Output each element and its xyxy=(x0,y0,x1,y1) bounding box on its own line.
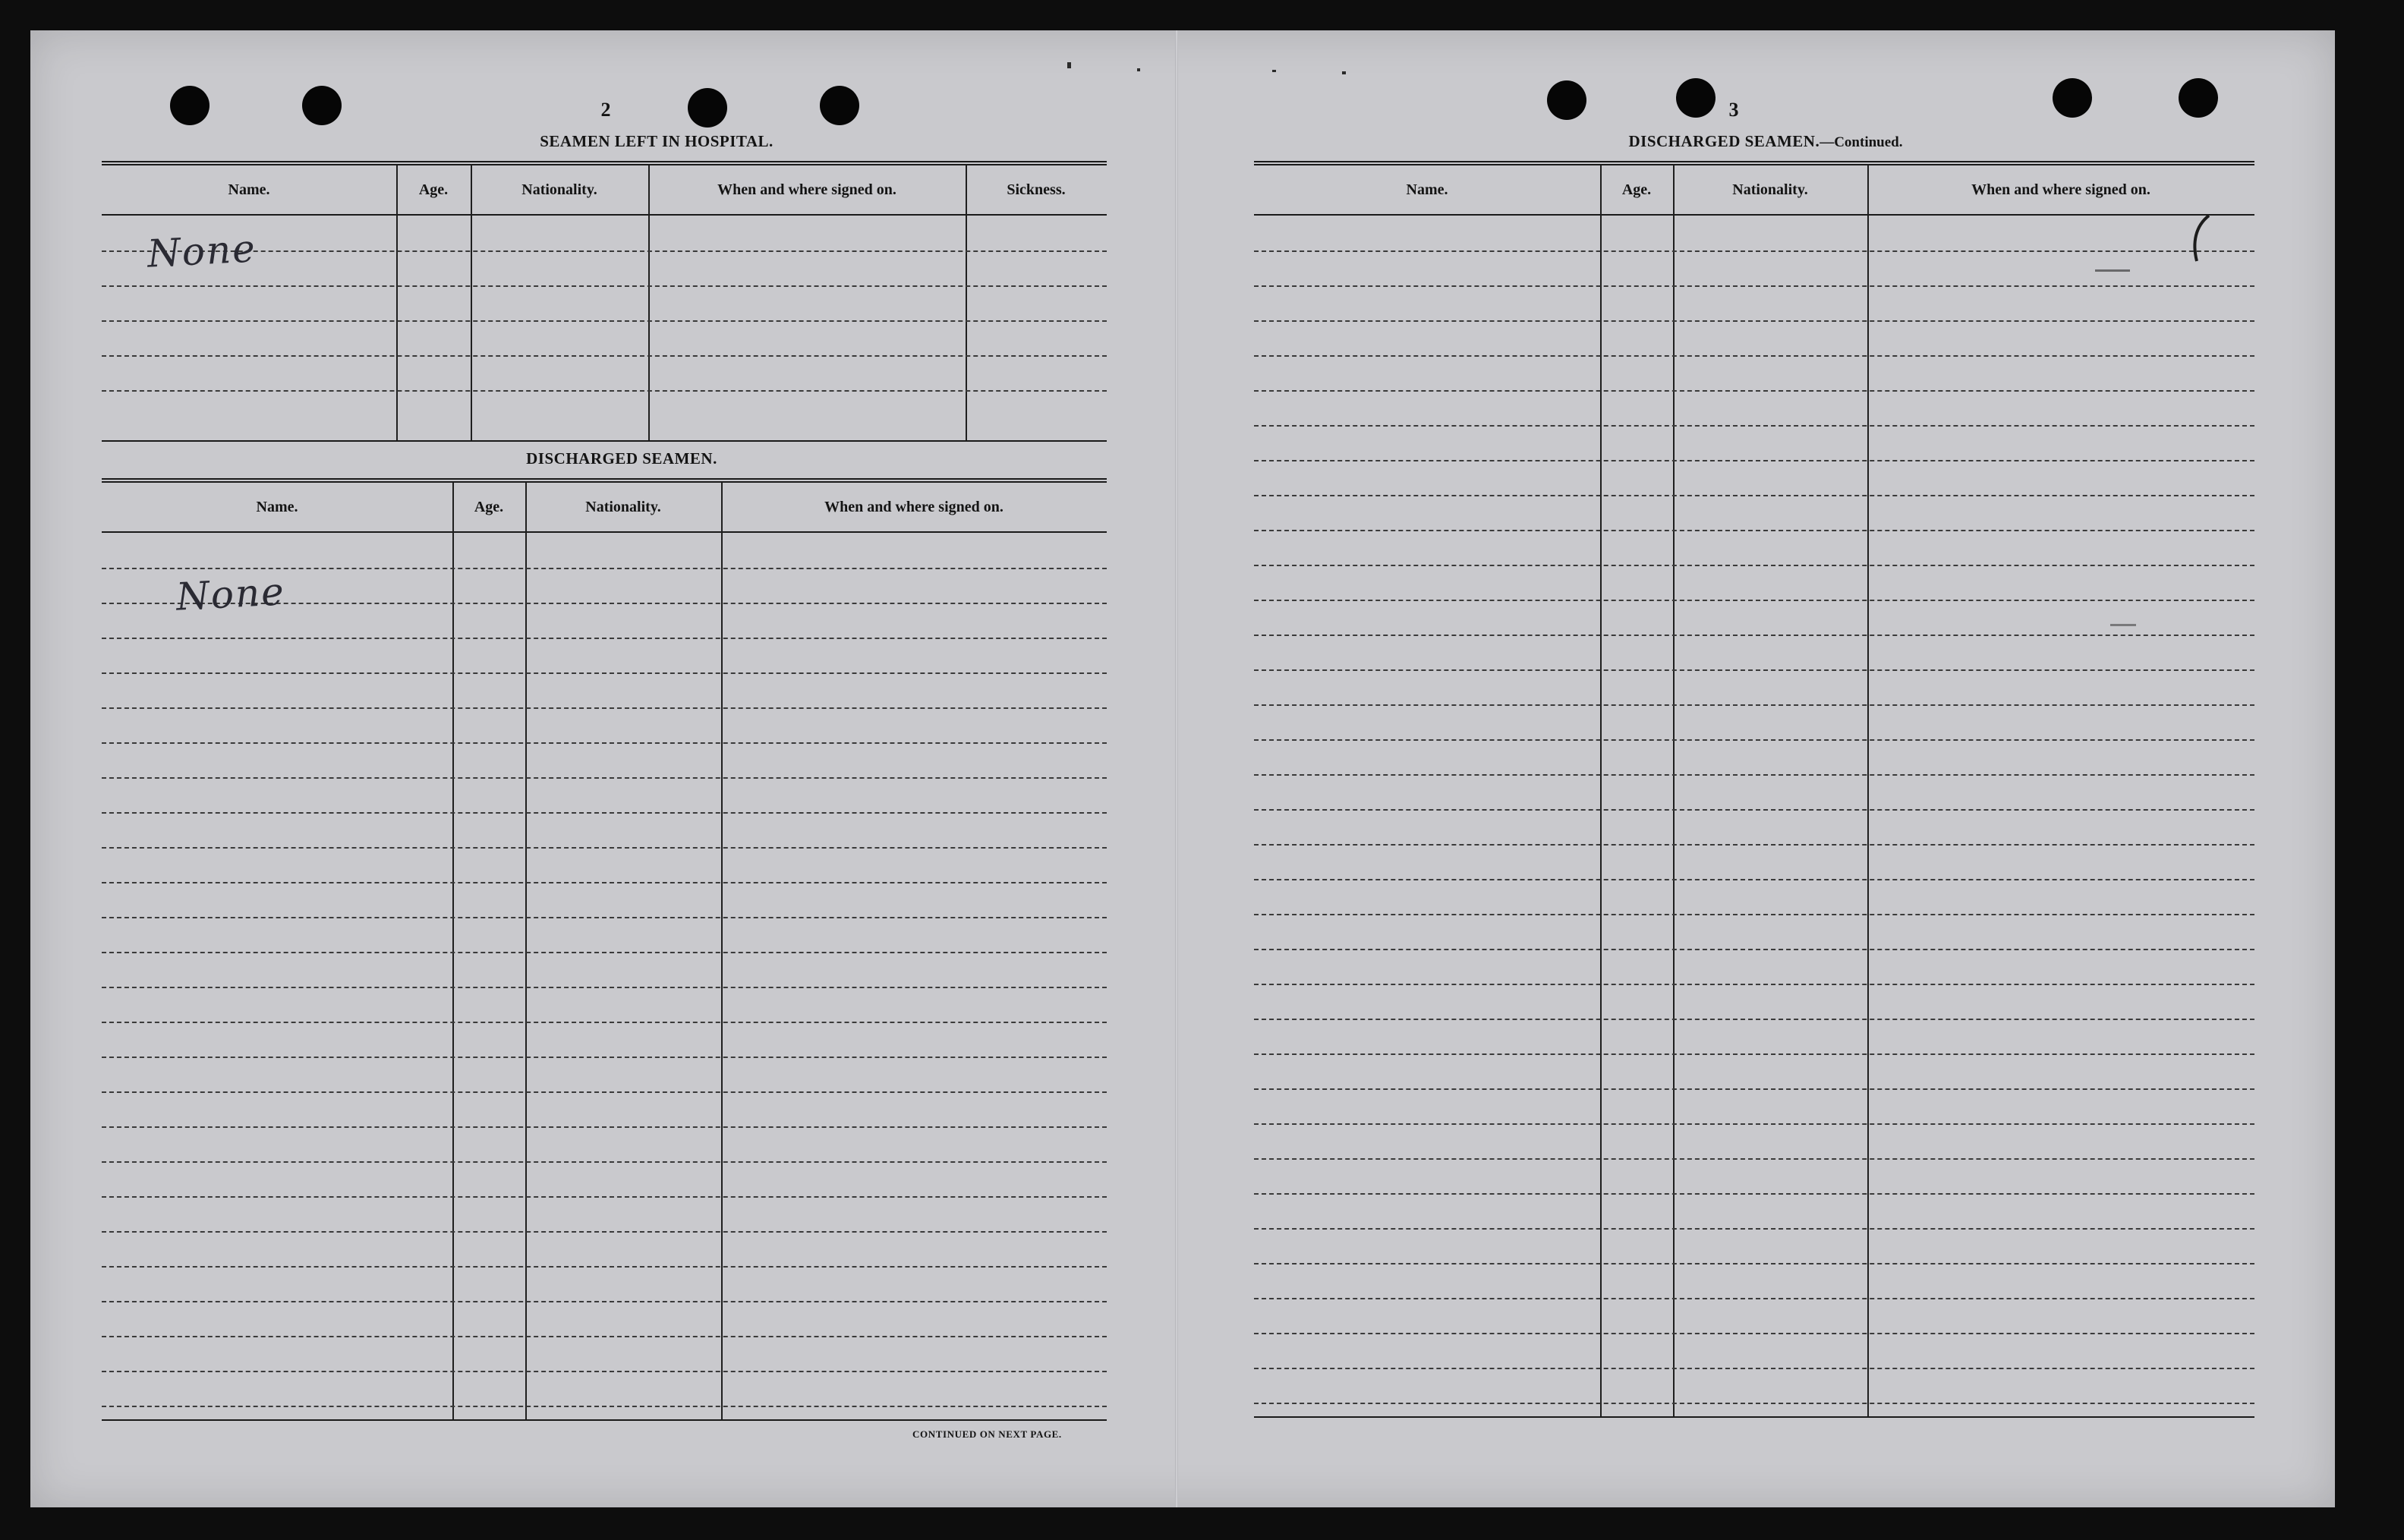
ruled-row xyxy=(1254,425,2254,427)
ruled-row xyxy=(102,1126,1107,1128)
punch-hole xyxy=(1547,80,1586,120)
ruled-row xyxy=(102,390,1107,392)
ruled-row xyxy=(1254,809,2254,811)
header-signed-on: When and where signed on. xyxy=(1971,181,2150,198)
ruled-row xyxy=(102,285,1107,287)
punch-hole xyxy=(820,86,859,125)
ruled-row xyxy=(102,882,1107,883)
ink-speck xyxy=(1137,68,1140,71)
ruled-row xyxy=(102,1266,1107,1268)
ruled-row xyxy=(1254,285,2254,287)
ruled-row xyxy=(102,987,1107,988)
header-name: Name. xyxy=(1406,181,1448,198)
ruled-row xyxy=(1254,1228,2254,1230)
punch-hole xyxy=(1676,78,1716,118)
ruled-row xyxy=(1254,460,2254,461)
ruled-row xyxy=(102,812,1107,814)
header-signed-on: When and where signed on. xyxy=(717,181,896,198)
header-age: Age. xyxy=(1621,181,1652,198)
ruled-row xyxy=(1254,530,2254,531)
hospital-table-title: SEAMEN LEFT IN HOSPITAL. xyxy=(540,132,774,150)
continued-title-suffix: —Continued. xyxy=(1820,134,1903,150)
punch-hole xyxy=(2053,78,2092,118)
ruled-row xyxy=(1254,1193,2254,1195)
ruled-row xyxy=(1254,844,2254,846)
ruled-row xyxy=(1254,390,2254,392)
ruled-row xyxy=(1254,1019,2254,1020)
ruled-row xyxy=(102,742,1107,744)
header-nationality: Nationality. xyxy=(585,498,661,515)
ruled-row xyxy=(102,355,1107,357)
header-age: Age. xyxy=(474,498,504,515)
discharged-table-header xyxy=(1254,165,2254,216)
page-fold xyxy=(1175,30,1178,1507)
ruled-row xyxy=(102,1231,1107,1233)
ink-speck xyxy=(1067,62,1071,68)
discharged-table-rows xyxy=(102,533,1107,1422)
discharged-table-title: DISCHARGED SEAMEN. xyxy=(526,449,717,468)
header-signed-on: When and where signed on. xyxy=(824,498,1004,515)
ruled-row xyxy=(1254,1088,2254,1090)
ruled-row xyxy=(1254,1333,2254,1334)
ruled-row xyxy=(102,638,1107,639)
ruled-row xyxy=(1254,669,2254,671)
ruled-row xyxy=(102,1091,1107,1093)
ruled-row xyxy=(1254,1263,2254,1264)
ruled-row xyxy=(102,320,1107,322)
hospital-table xyxy=(102,161,1107,442)
handwritten-entry: None xyxy=(146,226,258,276)
ruled-row xyxy=(102,1301,1107,1302)
ruled-row xyxy=(1254,635,2254,636)
header-nationality: Nationality. xyxy=(521,181,597,198)
discharged-continued-title xyxy=(1254,132,2277,151)
ink-speck xyxy=(1342,71,1346,74)
handwritten-entry: None xyxy=(175,569,287,619)
ruled-row xyxy=(102,1022,1107,1023)
header-age: Age. xyxy=(418,181,449,198)
punch-hole xyxy=(688,88,727,128)
header-name: Name. xyxy=(228,181,270,198)
ruled-row xyxy=(1254,565,2254,566)
punch-hole xyxy=(170,86,210,125)
table-bottom-rule xyxy=(1254,1416,2254,1418)
discharged-table-header xyxy=(102,483,1107,533)
header-name: Name. xyxy=(256,498,298,515)
ruled-row xyxy=(102,952,1107,953)
ruled-row xyxy=(102,1336,1107,1337)
ruled-row xyxy=(1254,1053,2254,1055)
ruled-row xyxy=(1254,774,2254,776)
ruled-row xyxy=(1254,879,2254,880)
document-sheet xyxy=(30,30,2335,1507)
ruled-row xyxy=(1254,600,2254,601)
ruled-row xyxy=(102,707,1107,709)
page-number-left: 2 xyxy=(600,99,611,121)
header-sickness: Sickness. xyxy=(1007,181,1066,198)
ruled-row xyxy=(1254,250,2254,252)
ruled-row xyxy=(102,777,1107,779)
ruled-row xyxy=(1254,1158,2254,1160)
ink-speck xyxy=(1272,70,1276,72)
ruled-row xyxy=(1254,355,2254,357)
ruled-row xyxy=(102,1057,1107,1058)
hospital-table-header xyxy=(102,165,1107,216)
pen-dash-mark xyxy=(2095,269,2130,272)
discharged-table-rows xyxy=(1254,216,2254,1419)
ruled-row xyxy=(1254,1403,2254,1404)
ruled-row xyxy=(1254,1298,2254,1299)
ruled-row xyxy=(1254,984,2254,985)
ruled-row xyxy=(1254,739,2254,741)
continued-note: CONTINUED ON NEXT PAGE. xyxy=(912,1428,1062,1440)
page-number-right: 3 xyxy=(1728,99,1739,121)
ruled-row xyxy=(102,1196,1107,1198)
discharged-table-left xyxy=(102,478,1107,1421)
pen-dash-mark xyxy=(2110,624,2136,626)
ruled-row xyxy=(102,568,1107,569)
ruled-row xyxy=(102,1371,1107,1372)
ruled-row xyxy=(1254,495,2254,496)
table-bottom-rule xyxy=(102,1419,1107,1421)
ruled-row xyxy=(1254,1123,2254,1125)
ruled-row xyxy=(1254,704,2254,706)
ruled-row xyxy=(1254,914,2254,915)
ruled-row xyxy=(1254,949,2254,950)
header-nationality: Nationality. xyxy=(1732,181,1808,198)
pen-stroke-mark xyxy=(2186,213,2217,266)
ruled-row xyxy=(1254,1368,2254,1369)
ruled-row xyxy=(102,672,1107,674)
ruled-row xyxy=(102,847,1107,849)
punch-hole xyxy=(302,86,342,125)
table-bottom-rule xyxy=(102,440,1107,442)
punch-hole xyxy=(2179,78,2218,118)
discharged-table-right xyxy=(1254,161,2254,1418)
continued-title-main: DISCHARGED SEAMEN. xyxy=(1628,132,1820,150)
ruled-row xyxy=(102,917,1107,918)
ruled-row xyxy=(1254,320,2254,322)
ruled-row xyxy=(102,1161,1107,1163)
ruled-row xyxy=(102,1406,1107,1407)
